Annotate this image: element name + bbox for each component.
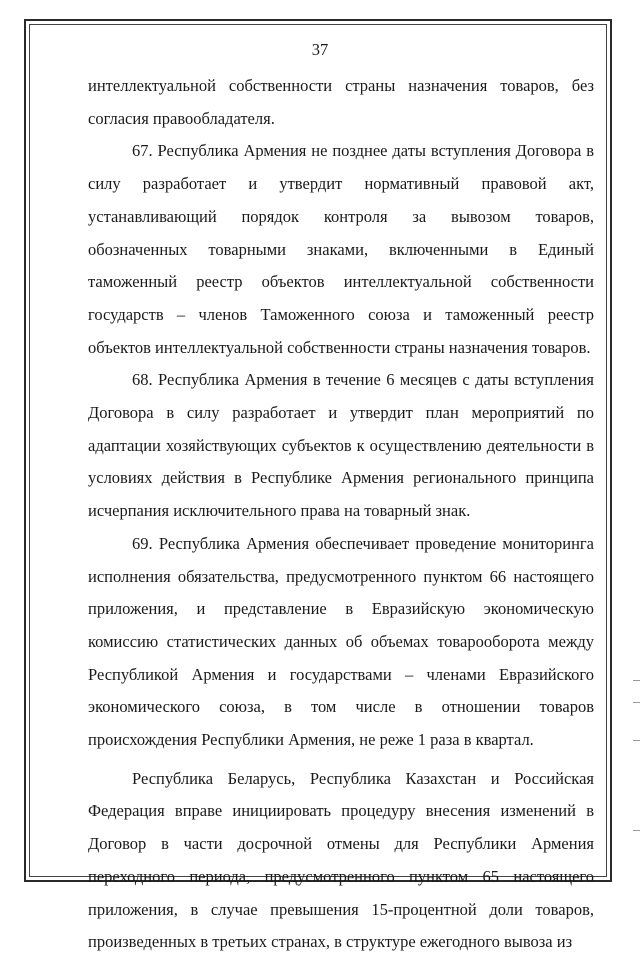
paragraph-67: 67. Республика Армения не позднее даты вступления Договора в силу разработает и утвердит нормативный правовой акт, устанавливающий порядок контроля за вывозом товаров, обозначенных товарными знаками, включенными в Единый таможенный реестр объектов интеллектуальной собственности государств – членов Таможенного союза и таможенный реестр объектов интеллектуальной собственности страны назначения товаров. xyxy=(88,141,594,357)
paragraph-68: 68. Республика Армения в течение 6 месяцев с даты вступления Договора в силу разработает и утвердит план мероприятий по адаптации хозяйствующих субъектов к осуществлению деятельности в условиях действия в Республике Армения регионального принципа исчерпания исключительного права на товарный знак. xyxy=(88,370,594,521)
paragraph-69: 69. Республика Армения обеспечивает проведение мониторинга исполнения обязательства, предусмотренного пунктом 66 настоящего приложения, и представление в Евразийскую экономическую комиссию статистических данных об объемах товарооборота между Республикой Армения и государствами – членами Евразийского экономического союза, в том числе в отношении товаров происхождения Республики Армения, не реже 1 раза в квартал. xyxy=(88,533,594,750)
paragraph-final: Республика Беларусь, Республика Казахстан и Российская Федерация вправе инициировать процедуру внесения изменений в Договор в части досрочной отмены для Республики Армения переходного периода, предусмотренного пунктом 65 настоящего приложения, в случае превышения 15-процентной доли товаров, произведенных в третьих странах, в структуре ежегодного вывоза из xyxy=(88,768,594,952)
document-body xyxy=(88,70,594,959)
scan-edge-marks xyxy=(630,680,640,840)
page-number: 37 xyxy=(311,40,329,59)
paragraph-continuation: интеллектуальной собственности страны назначения товаров, без согласия правообладателя. xyxy=(88,76,594,128)
